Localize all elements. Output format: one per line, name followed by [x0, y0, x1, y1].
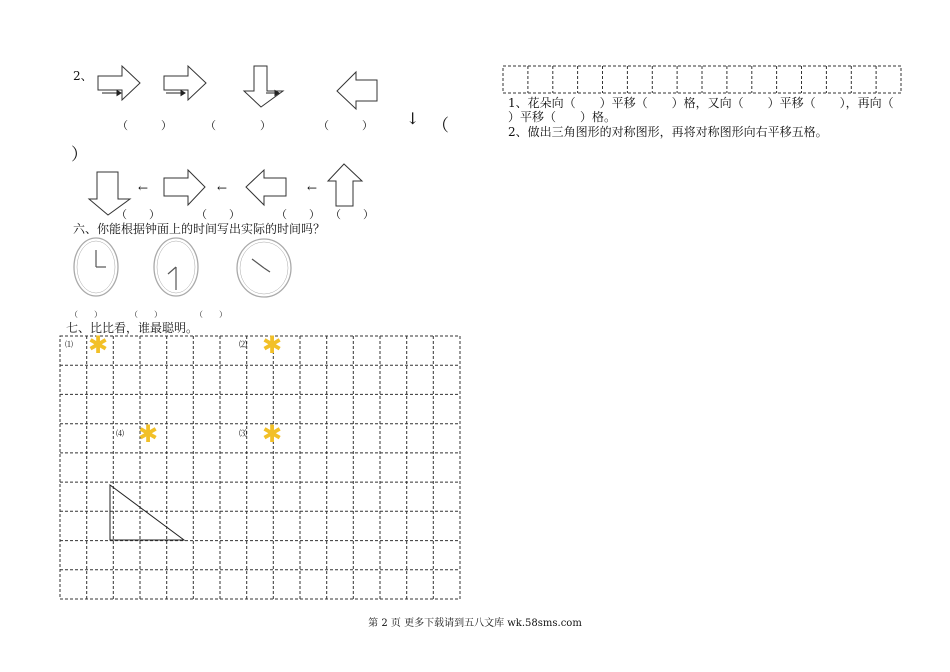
flower-icon: ✱ — [88, 331, 109, 359]
answer-blank: （ ） — [195, 310, 227, 319]
clock-2 — [154, 238, 198, 296]
grid-label-3: ⑶ — [239, 429, 247, 438]
answer-blank: （ ） — [116, 208, 160, 221]
flower-icon: ✱ — [262, 420, 283, 448]
flower-icon: ✱ — [262, 331, 283, 359]
grid-label-1: ⑴ — [65, 340, 73, 349]
question-number: 2、 — [73, 69, 93, 83]
answer-blank-close: ） — [71, 145, 88, 165]
answer-blank: （ ） — [70, 310, 102, 319]
question-7-title: 七、比比看，谁最聪明。 — [66, 321, 199, 335]
right-question-1-line2: ）平移（ ）格。 — [508, 110, 617, 124]
answer-blank: （ ） — [196, 208, 240, 221]
small-down-arrow-icon: ↓ — [406, 109, 420, 128]
page-footer: 第 2 页 更多下载请到五八文库 wk.58sms.com — [368, 618, 582, 629]
grid-label-4: ⑷ — [116, 429, 124, 438]
clock-1 — [74, 238, 118, 296]
answer-blank: （ ） — [130, 310, 162, 319]
answer-blank: （ ） — [117, 119, 172, 132]
small-left-arrow-icon: ← — [217, 181, 228, 195]
right-question-2: 2、做出三角图形的对称图形，再将对称图形向右平移五格。 — [508, 125, 828, 139]
question-6-title: 六、你能根据钟面上的时间写出实际的时间吗？ — [73, 222, 326, 236]
arrow-left-shape — [246, 170, 286, 205]
right-question-1-line1: 1、花朵向（ ）平移（ ）格，又向（ ）平移（ ），再向（ — [508, 96, 894, 110]
arrow-up-shape — [328, 164, 362, 206]
answer-blank-open: （ — [432, 116, 449, 136]
clock-3 — [237, 239, 291, 297]
flower-strip-grid — [503, 66, 901, 93]
answer-blank: （ ） — [276, 208, 320, 221]
arrow-down-shape — [244, 66, 283, 107]
grid-label-2: ⑵ — [239, 340, 247, 349]
arrow-left-shape — [337, 72, 377, 109]
puzzle-grid — [60, 336, 460, 599]
triangle-shape — [110, 485, 184, 540]
arrow-right-shape — [164, 170, 205, 205]
flower-icon: ✱ — [138, 420, 159, 448]
small-left-arrow-icon: ← — [307, 181, 318, 195]
answer-blank: （ ） — [205, 119, 271, 132]
small-left-arrow-icon: ← — [138, 181, 149, 195]
arrow-right-shape — [98, 66, 140, 100]
arrow-right-shape — [164, 66, 206, 100]
answer-blank: （ ） — [330, 208, 374, 221]
answer-blank: （ ） — [318, 119, 373, 132]
